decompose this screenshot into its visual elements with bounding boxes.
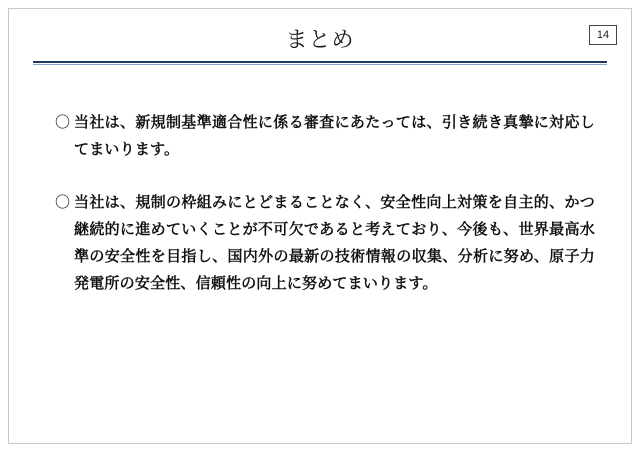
page-number-label: 14 [596, 29, 610, 41]
bullet-marker-icon: 〇 [55, 114, 71, 131]
title-divider [33, 61, 607, 65]
slide-frame [8, 8, 632, 444]
page-number-badge [589, 25, 617, 45]
bullet-marker-icon: 〇 [55, 194, 71, 211]
list-item-text: 当社は、規制の枠組みにとどまることなく、安全性向上対策を自主的、かつ継続的に進めていくことが不可欠であると考えており、今後も、世界最高水準の安全性を目指し、国内外の最新の技術情報の収集、分析に努め、原子力発電所の安全性、信頼性の向上に努めてまいります。 [74, 194, 595, 292]
list-item [55, 109, 595, 163]
list-item-text: 当社は、新規制基準適合性に係る審査にあたっては、引き続き真摯に対応してまいります。 [74, 114, 595, 158]
list-item [55, 189, 595, 297]
content-body [55, 109, 595, 323]
page-title: まとめ [285, 27, 355, 52]
